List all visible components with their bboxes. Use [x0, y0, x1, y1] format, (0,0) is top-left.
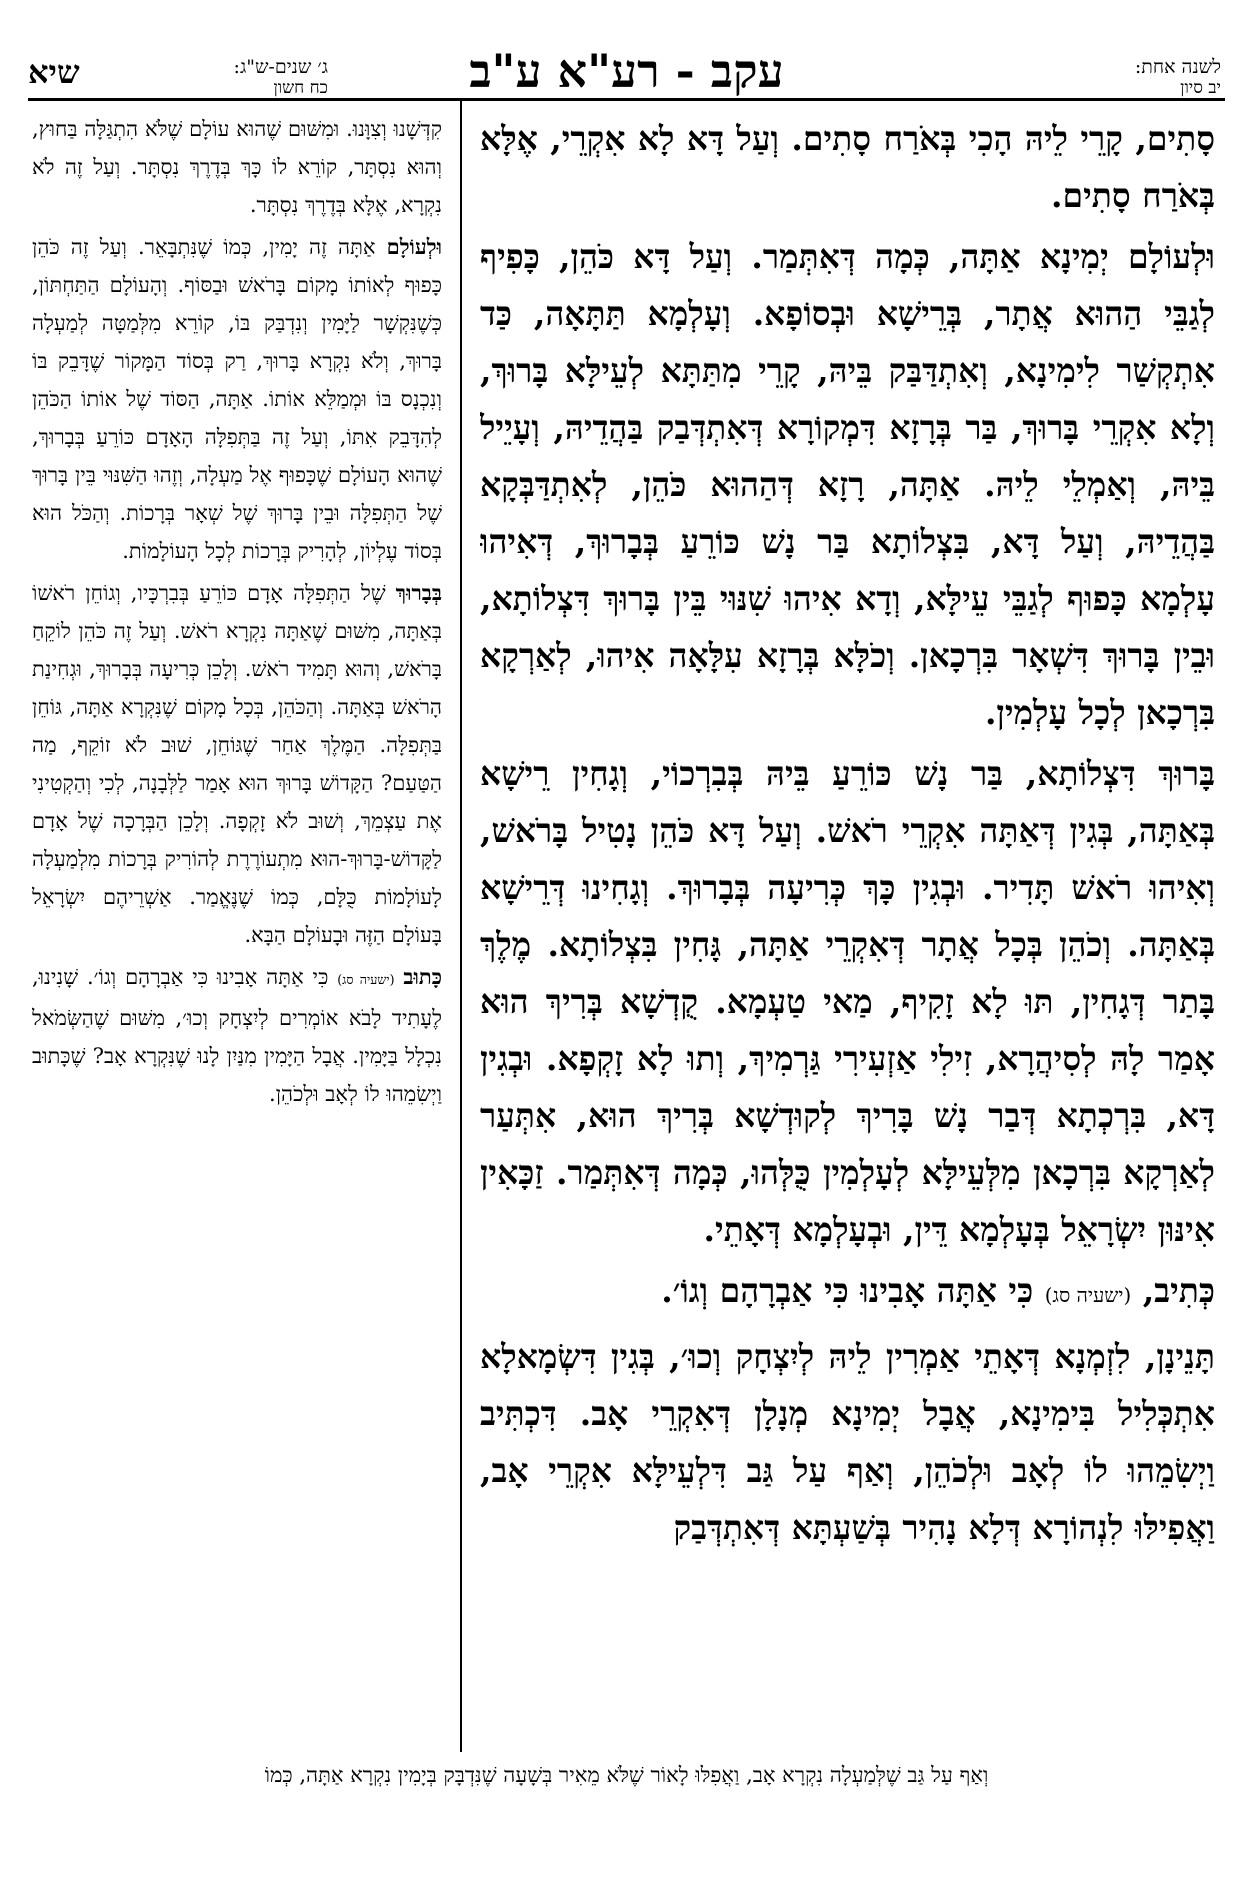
paragraph	[32, 574, 442, 954]
paragraph-lead: כָּתוּב	[403, 964, 442, 989]
hebrew-translation-column	[32, 110, 442, 1750]
paragraph	[480, 228, 1215, 741]
count-label: ג׳ שנים-ש"ג:	[233, 56, 328, 78]
paragraph	[480, 110, 1215, 224]
date-left: כח חשון	[273, 78, 328, 98]
page-title: עקב - רע"א ע"ב	[469, 44, 784, 98]
paragraph	[32, 958, 442, 1113]
paragraph-text: יְמִינָא אַתָּה, כְּמָה דְּאִתְּמַר. וְעַל דָּא כֹּהֵן, כָּפִיף לְגַבֵּי הַהוּא אֲתָר, בְּרֵישָׁא וּבְסוֹפָא. וְעָלְמָא תַּתָּאָה, כַּד אִתְקְשַׁר לִימִינָא, וְאִתְדַּבַּק בֵּיהּ, קָרֵי מִתַּתָּא לְעֵילָּא בָּרוּךְ, וְלָא אִקְרֵי בָּרוּךְ, בַּר בְּרָזָא דִּמְקוֹרָא דְּאִתְדְּבַק בַּהֲדֵיהּ, וְעָיֵיל בֵּיהּ, וְאַמְלֵי לֵיהּ. אַתָּה, רָזָא דְּהַהוּא כֹּהֵן, לְאִתְדַּבְּקָא בַּהֲדֵיהּ, וְעַל דָּא, בִּצְלוֹתָא בַּר נָשׁ כּוֹרֵעַ בְּבָרוּךְ, דְּאִיהוּ עָלְמָא כָּפוּף לְגַבֵּי עֵילָּא, וְדָא אִיהוּ שִׁנּוּי בֵּין בָּרוּךְ דִּצְלוֹתָא, וּבֵין בָּרוּךְ דִּשְׁאָר בִּרְכָאן. וְכֹלָּא בְּרָזָא עִלָּאָה אִיהוּ, לְאַרְקָא בִּרְכָאן לְכָל עָלְמִין.	[480, 237, 1215, 732]
verse-citation: (ישעיה סג)	[337, 972, 395, 987]
paragraph	[32, 228, 442, 570]
column-divider	[460, 100, 462, 1752]
paragraph-text: שֶׁל הַתְּפִלָּה אָדָם כּוֹרֵעַ בְּבִרְכָּיו, וְגוֹחֵן רֹאשׁוֹ בְּאַתָּה, מִשּׁוּם שֶׁאַתָּה נִקְרָא רֹאשׁ. וְעַל זֶה כֹּהֵן לוֹקֵחַ בָּרֹאשׁ, וְהוּא תָּמִיד רֹאשׁ. וְלָכֵן כְּרִיעָה בְּבָרוּךְ, וּגְחִינַת הָרֹאשׁ בְּאַתָּה. וְהַכֹּהֵן, בְּכָל מָקוֹם שֶׁנִּקְרָא אַתָּה, גּוֹחֵן בַּתְּפִלָּה. הַמֶּלֶךְ אַחַר שֶׁגּוֹחֵן, שׁוּב לֹא זוֹקֵף, מַה הַטַּעַם? הַקָּדוֹשׁ בָּרוּךְ הוּא אָמַר לַלְּבָנָה, לְכִי וְהַקְטִינִי אֶת עַצְמֵךְ, וְשׁוּב לֹא זָקְפָה. וְלָכֵן הַבְּרָכָה שֶׁל אָדָם לַקָּדוֹשׁ-בָּרוּךְ-הוּא מִתְעוֹרֶרֶת לְהוֹרִיק בְּרָכוֹת מִלְמַעְלָה לָעוֹלָמוֹת כֻּלָּם, כְּמוֹ שֶׁנֶּאֱמַר. אַשְׁרֵיהֶם יִשְׂרָאֵל בָּעוֹלָם הַזֶּה וּבָעוֹלָם הַבָּא.	[32, 581, 442, 947]
paragraph	[480, 1262, 1215, 1324]
paragraph	[32, 110, 442, 224]
paragraph-text: אַתָּה זֶה יָמִין, כְּמוֹ שֶׁנִּתְבָּאֵר. וְעַל זֶה כֹּהֵן כָּפוּף לְאוֹתוֹ מָקוֹם בָּרֹאשׁ וּבַסּוֹף. וְהָעוֹלָם הַתַּחְתּוֹן, כְּשֶׁנִּקְשָׁר לַיָּמִין וְנִדְבַּק בּוֹ, קוֹרֵא מִלְּמַטָּה לְמַעְלָה בָּרוּךְ, וְלֹא נִקְרָא בָּרוּךְ, רַק בְּסוֹד הַמָּקוֹר שֶׁדָּבֵק בּוֹ וְנִכְנָס בּוֹ וּמְמַלֵּא אוֹתוֹ. אַתָּה, הַסּוֹד שֶׁל אוֹתוֹ הַכֹּהֵן לְהִדָּבֵק אִתּוֹ, וְעַל זֶה בַּתְּפִלָּה הָאָדָם כּוֹרֵעַ בְּבָרוּךְ, שֶׁהוּא הָעוֹלָם שֶׁכָּפוּף אֶל מַעְלָה, וְזֶהוּ הַשִּׁנּוּי בֵּין בָּרוּךְ שֶׁל הַתְּפִלָּה וּבֵין בָּרוּךְ שֶׁל שְׁאָר בְּרָכוֹת. וְהַכֹּל הוּא בְּסוֹד עֶלְיוֹן, לְהָרִיק בְּרָכוֹת לְכָל הָעוֹלָמוֹת.	[32, 235, 442, 563]
date-right: יב סיון	[1180, 78, 1221, 98]
paragraph-text: דִּצְלוֹתָא, בַּר נָשׁ כּוֹרֵעַ בֵּיהּ בְּבִרְכוֹי, וְגָחִין רֵישָׁא בְּאַתָּה, בְּגִין דְּאַתָּה אִקְרֵי רֹאשׁ. וְעַל דָּא כֹּהֵן נָטִיל בָּרֹאשׁ, וְאִיהוּ רֹאשׁ תָּדִיר. וּבְגִין כָּךְ כְּרִיעָה בְּבָרוּךְ. וְגָחִינוּ דְּרֵישָׁא בְּאַתָּה. וְכֹהֵן בְּכָל אֲתָר דְּאִקְרֵי אַתָּה, גָּחִין בִּצְלוֹתָא. מֶלֶךְ בָּתַר דְּגָחִין, תּוּ לָא זָקִיף, מַאי טַעְמָא. קֻדְשָׁא בְּרִיךְ הוּא אָמַר לָהּ לְסִיהֲרָא, זִילִי אַזְעִירִי גַּרְמִיךְ, וְתוּ לָא זָקְפָא. וּבְגִין דָּא, בִּרְכְתָא דְּבַר נָשׁ בָּרִיךְ לְקוּדְשָׁא בְּרִיךְ הוּא, אִתְּעַר לְאַרְקָא בִּרְכָאן מִלְּעֵילָּא לְעָלְמִין כֻּלְּהוּ, כְּמָה דְּאִתְּמַר. זַכָּאִין אִינּוּן יִשְׂרָאֵל בְּעָלְמָא דֵּין, וּבְעָלְמָא דְּאָתֵי.	[480, 754, 1215, 1249]
paragraph-lead: בְּבָרוּךְ	[395, 580, 442, 605]
header-right	[1001, 56, 1221, 96]
paragraph-lead: וּלְעוֹלָם	[386, 234, 442, 259]
paragraph	[480, 745, 1215, 1258]
paragraph-lead: כְּתִיב,	[1142, 1271, 1215, 1310]
verse-citation: (ישעיה סג)	[1044, 1284, 1132, 1307]
paragraph-text: לִזְמְנָא דְּאָתֵי אַמְרִין לֵיהּ לְיִצְחָק וְכוּ׳, בְּגִין דִּשְׂמָאלָא אִתְכְּלִיל בִּימִינָא, אֲבָל יְמִינָא מְנָלָן דְּאִקְרֵי אָב. דִּכְתִּיב וַיְשִׂמֵהוּ לוֹ לְאָב וּלְכֹהֵן, וְאַף עַל גַּב דִּלְעֵילָּא אִקְרֵי אָב, וַאֲפִילּוּ לִנְהוֹרָא דְּלָא נָהִיר בְּשַׁעְתָּא דְּאִתְדְּבַק	[480, 1337, 1215, 1547]
aramaic-main-column	[480, 110, 1215, 1745]
paragraph-lead: בָּרוּךְ	[1158, 754, 1215, 793]
page-number: שיא	[28, 53, 80, 91]
paragraph	[480, 1328, 1215, 1556]
footer-continuation-line: וְאַף עַל גַּב שֶׁלְּמַעְלָה נִקְרָא אָב, וַאֲפִלּוּ לָאוֹר שֶׁלֹּא מֵאִיר בְּשָׁעָה שֶׁנִּדְבָּק בְּיָמִין נִקְרָא אַתָּה, כְּמוֹ	[264, 1763, 989, 1787]
year-label: לשנה אחת:	[1134, 56, 1221, 78]
paragraph-text: כִּי אַתָּה אָבִינוּ כִּי אַבְרָהָם וְגוֹ׳. שָׁנִינוּ, לֶעָתִיד לָבֹא אוֹמְרִים לְיִצְחָק וְכוּ׳, מִשּׁוּם שֶׁהַשְּׂמֹאל נִכְלָל בַּיָּמִין. אֲבָל הַיָּמִין מִנַּיִן לָנוּ שֶׁנִּקְרָא אָב? שֶׁכָּתוּב וַיְשִׂמֵהוּ לוֹ לְאָב וּלְכֹהֵן.	[32, 965, 442, 1106]
paragraph-lead: וּלְעוֹלָם	[1127, 237, 1215, 276]
paragraph-text: קִדְּשָׁנוּ וְצִוָּנוּ. וּמִשּׁוּם שֶׁהוּא עוֹלָם שֶׁלֹּא הִתְגַּלָּה בַּחוּץ, וְהוּא נִסְתָּר, קוֹרֵא לוֹ כָּךְ בְּדֶרֶךְ נִסְתָּר. וְעַל זֶה לֹא נִקְרָא, אֶלָּא בְּדֶרֶךְ נִסְתָּר.	[32, 117, 442, 217]
paragraph-text: כִּי אַתָּה אָבִינוּ כִּי אַבְרָהָם וְגוֹ׳.	[661, 1271, 1034, 1310]
paragraph-text: סָתִים, קָרֵי לֵיהּ הָכִי בְּאֹרַח סָתִים. וְעַל דָּא לָא אִקְרֵי, אֶלָּא בְּאֹרַח סָתִים.	[480, 119, 1215, 215]
header-divider	[28, 98, 1225, 101]
paragraph-lead: תָּנֵינָן,	[1144, 1337, 1215, 1376]
